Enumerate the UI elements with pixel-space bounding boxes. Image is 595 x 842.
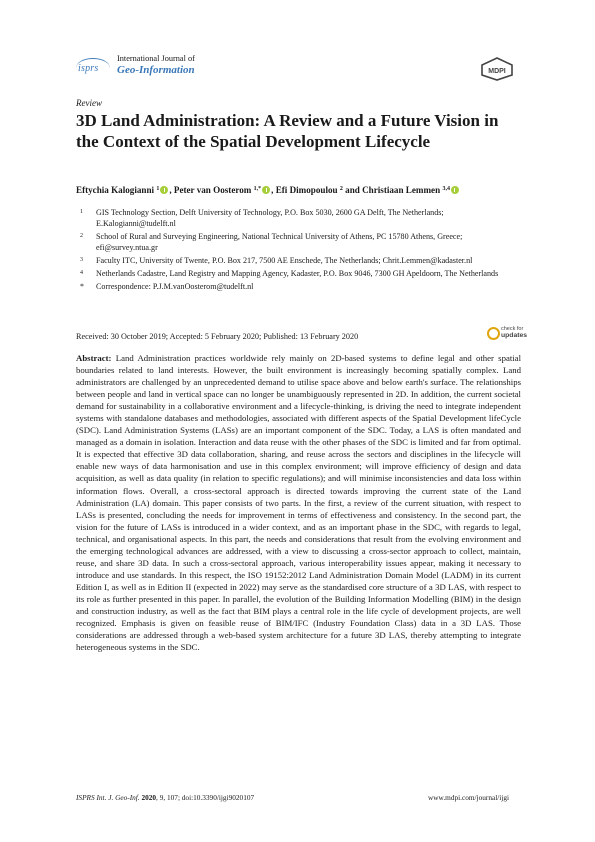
footer-journal-abbr: ISPRS Int. J. Geo-Inf. bbox=[76, 793, 140, 802]
affiliation-number: 1 bbox=[80, 209, 83, 215]
affiliation-item bbox=[80, 268, 520, 279]
affiliation-number: 3 bbox=[80, 257, 83, 264]
check-updates-icon bbox=[487, 327, 500, 340]
isprs-logo-text: isprs bbox=[78, 63, 99, 74]
check-updates-line2: updates bbox=[501, 332, 528, 339]
check-updates-line1: check for bbox=[501, 326, 524, 332]
abstract bbox=[76, 352, 521, 653]
affiliation-number: * bbox=[80, 282, 84, 292]
author-name: Efi Dimopoulou bbox=[275, 185, 338, 195]
author-list bbox=[76, 185, 460, 195]
mdpi-logo-text: MDPI bbox=[488, 68, 506, 75]
mdpi-logo bbox=[479, 57, 515, 81]
affiliation-text: GIS Technology Section, Delft University of Technology, P.O. Box 5030, 2600 GA Delft, The Netherlands; E.Kalogianni@tudelft.nl bbox=[96, 208, 444, 229]
check-for-updates-badge[interactable] bbox=[487, 322, 528, 346]
affiliation-item bbox=[80, 231, 520, 254]
orcid-icon[interactable] bbox=[160, 186, 168, 194]
abstract-label: Abstract: bbox=[76, 353, 112, 363]
abstract-text: Land Administration practices worldwide rely mainly on 2D-based systems to define legal and other spatial boundaries related to land interests. However, the built environment is increasingly becoming spatially complex. Land administrators are challenged by an unprecedented demand to utilise space above and below earth's surface. The relationships between people and land in vertical space can no longer be unambiguously represented in 2D. In addition, the current societal demand for sustainability in a collaborative environment and a lifecycle-thinking, is driving the need to integrate independent systems with standalone databases and methodologies, associated with different aspects of the Spatial Development lifeCycle (SDC). Land Administration Systems (LASs) are an important component of the SDC. Today, a LAS is often mandated and managed as a domain in isolation. Interaction and data reuse with the other phases of the SDC is limited and far from optimal. It is expected that effective 3D data collaboration, sharing, and reuse across the sectors and disciplines in the lifecycle will enable new ways of data harmonisation and use in this complex environment; will improve efficiency of design and data acquisition, as well as data quality (in relation to specific regulations); and will minimise inconsistencies and data loss within information flows. Overall, a cross-sectoral approach is directed towards improving the current state of the Land Administration (LA) domain. This paper consists of two parts. In the first, a review of the current situation, with respect to LASs is presented, concluding the needs for improvement in terms of effectiveness and consistency. In the second part, the vision for the future of LASs is introduced in a wider context, and as an important phase in the SDC, with regards to legal, technical, and organisational aspects. In this part, the needs and considerations that result from the evolving environment and the emerging technological advances are addressed, with a view to discussing a cross-sector approach to collect, maintain, reuse, and share 3D data. In such a cross-sectoral approach, various interoperability issues appear, making it necessary to introduce and use standards. In this respect, the ISO 19152:2012 Land Administration Domain Model (LADM) in its current Edition I, as well as in Edition II (expected in 2022) may serve as the standardised core structure of a 3D LAS, with respect to its role as further presented in this paper. In parallel, the evolution of the Building Information Modelling (BIM) in the design and construction industry, as well as the fact that BIM plays a central role in the life cycle of development projects, are well recognized. Emphasis is given on feasible reuse of BIM/IFC (Industry Foundation Class) data in a 3D LAS. Those considerations are addressed through a web-based system architecture for a future 3D LAS, thereby attempting to integrate heterogeneous systems in the SDC. bbox=[76, 353, 521, 653]
article-type: Review bbox=[76, 98, 102, 108]
affiliation-number: 4 bbox=[80, 270, 83, 277]
affiliation-text: School of Rural and Surveying Engineering, National Technical University of Athens, PC 15780 Athens, Greece; efi@survey.ntua.gr bbox=[96, 232, 463, 253]
footer-journal-url[interactable]: www.mdpi.com/journal/ijgi bbox=[428, 793, 509, 802]
author-name: Peter van Oosterom bbox=[173, 185, 252, 195]
author-name: Christiaan Lemmen bbox=[362, 185, 441, 195]
journal-name bbox=[117, 53, 195, 77]
isprs-logo bbox=[76, 58, 112, 80]
affiliation-text: Netherlands Cadastre, Land Registry and Mapping Agency, Kadaster, P.O. Box 9046, 7300 GH Apeldoorn, The Netherlands bbox=[96, 269, 499, 279]
author-separator: , bbox=[271, 185, 276, 195]
received-dates: Received: 30 October 2019; Accepted: 5 February 2020; Published: 13 February 2020 bbox=[76, 332, 359, 341]
author-affiliation-sup: 1 bbox=[156, 186, 160, 192]
affiliation-text: Correspondence: P.J.M.vanOosterom@tudelft.nl bbox=[96, 282, 254, 292]
footer-doi: , 9, 107; doi:10.3390/ijgi9020107 bbox=[156, 793, 255, 802]
author-affiliation-sup: 3,4 bbox=[442, 186, 450, 192]
orcid-icon[interactable] bbox=[451, 186, 459, 194]
journal-header bbox=[76, 53, 195, 80]
journal-name-line1: International Journal of bbox=[117, 54, 195, 63]
author-separator: , bbox=[169, 185, 174, 195]
orcid-icon[interactable] bbox=[262, 186, 270, 194]
affiliation-item bbox=[80, 207, 520, 230]
author-affiliation-sup: 1,* bbox=[253, 186, 262, 192]
author-affiliation-sup: 2 bbox=[339, 186, 343, 192]
affiliations bbox=[80, 207, 520, 294]
affiliation-item bbox=[80, 281, 520, 292]
affiliation-text: Faculty ITC, University of Twente, P.O. Box 217, 7500 AE Enschede, The Netherlands; Chrit.Lemmen@kadaster.nl bbox=[96, 256, 473, 266]
footer-year: 2020 bbox=[141, 793, 157, 802]
paper-title: 3D Land Administration: A Review and a Future Vision in the Context of the Spatial Development Lifecycle bbox=[76, 111, 499, 151]
journal-name-line2: Geo-Information bbox=[117, 64, 195, 76]
author-separator: and bbox=[342, 185, 363, 195]
footer-citation bbox=[76, 793, 254, 802]
author-name: Eftychia Kalogianni bbox=[76, 185, 155, 195]
affiliation-item bbox=[80, 255, 520, 266]
affiliation-number: 2 bbox=[80, 233, 83, 240]
